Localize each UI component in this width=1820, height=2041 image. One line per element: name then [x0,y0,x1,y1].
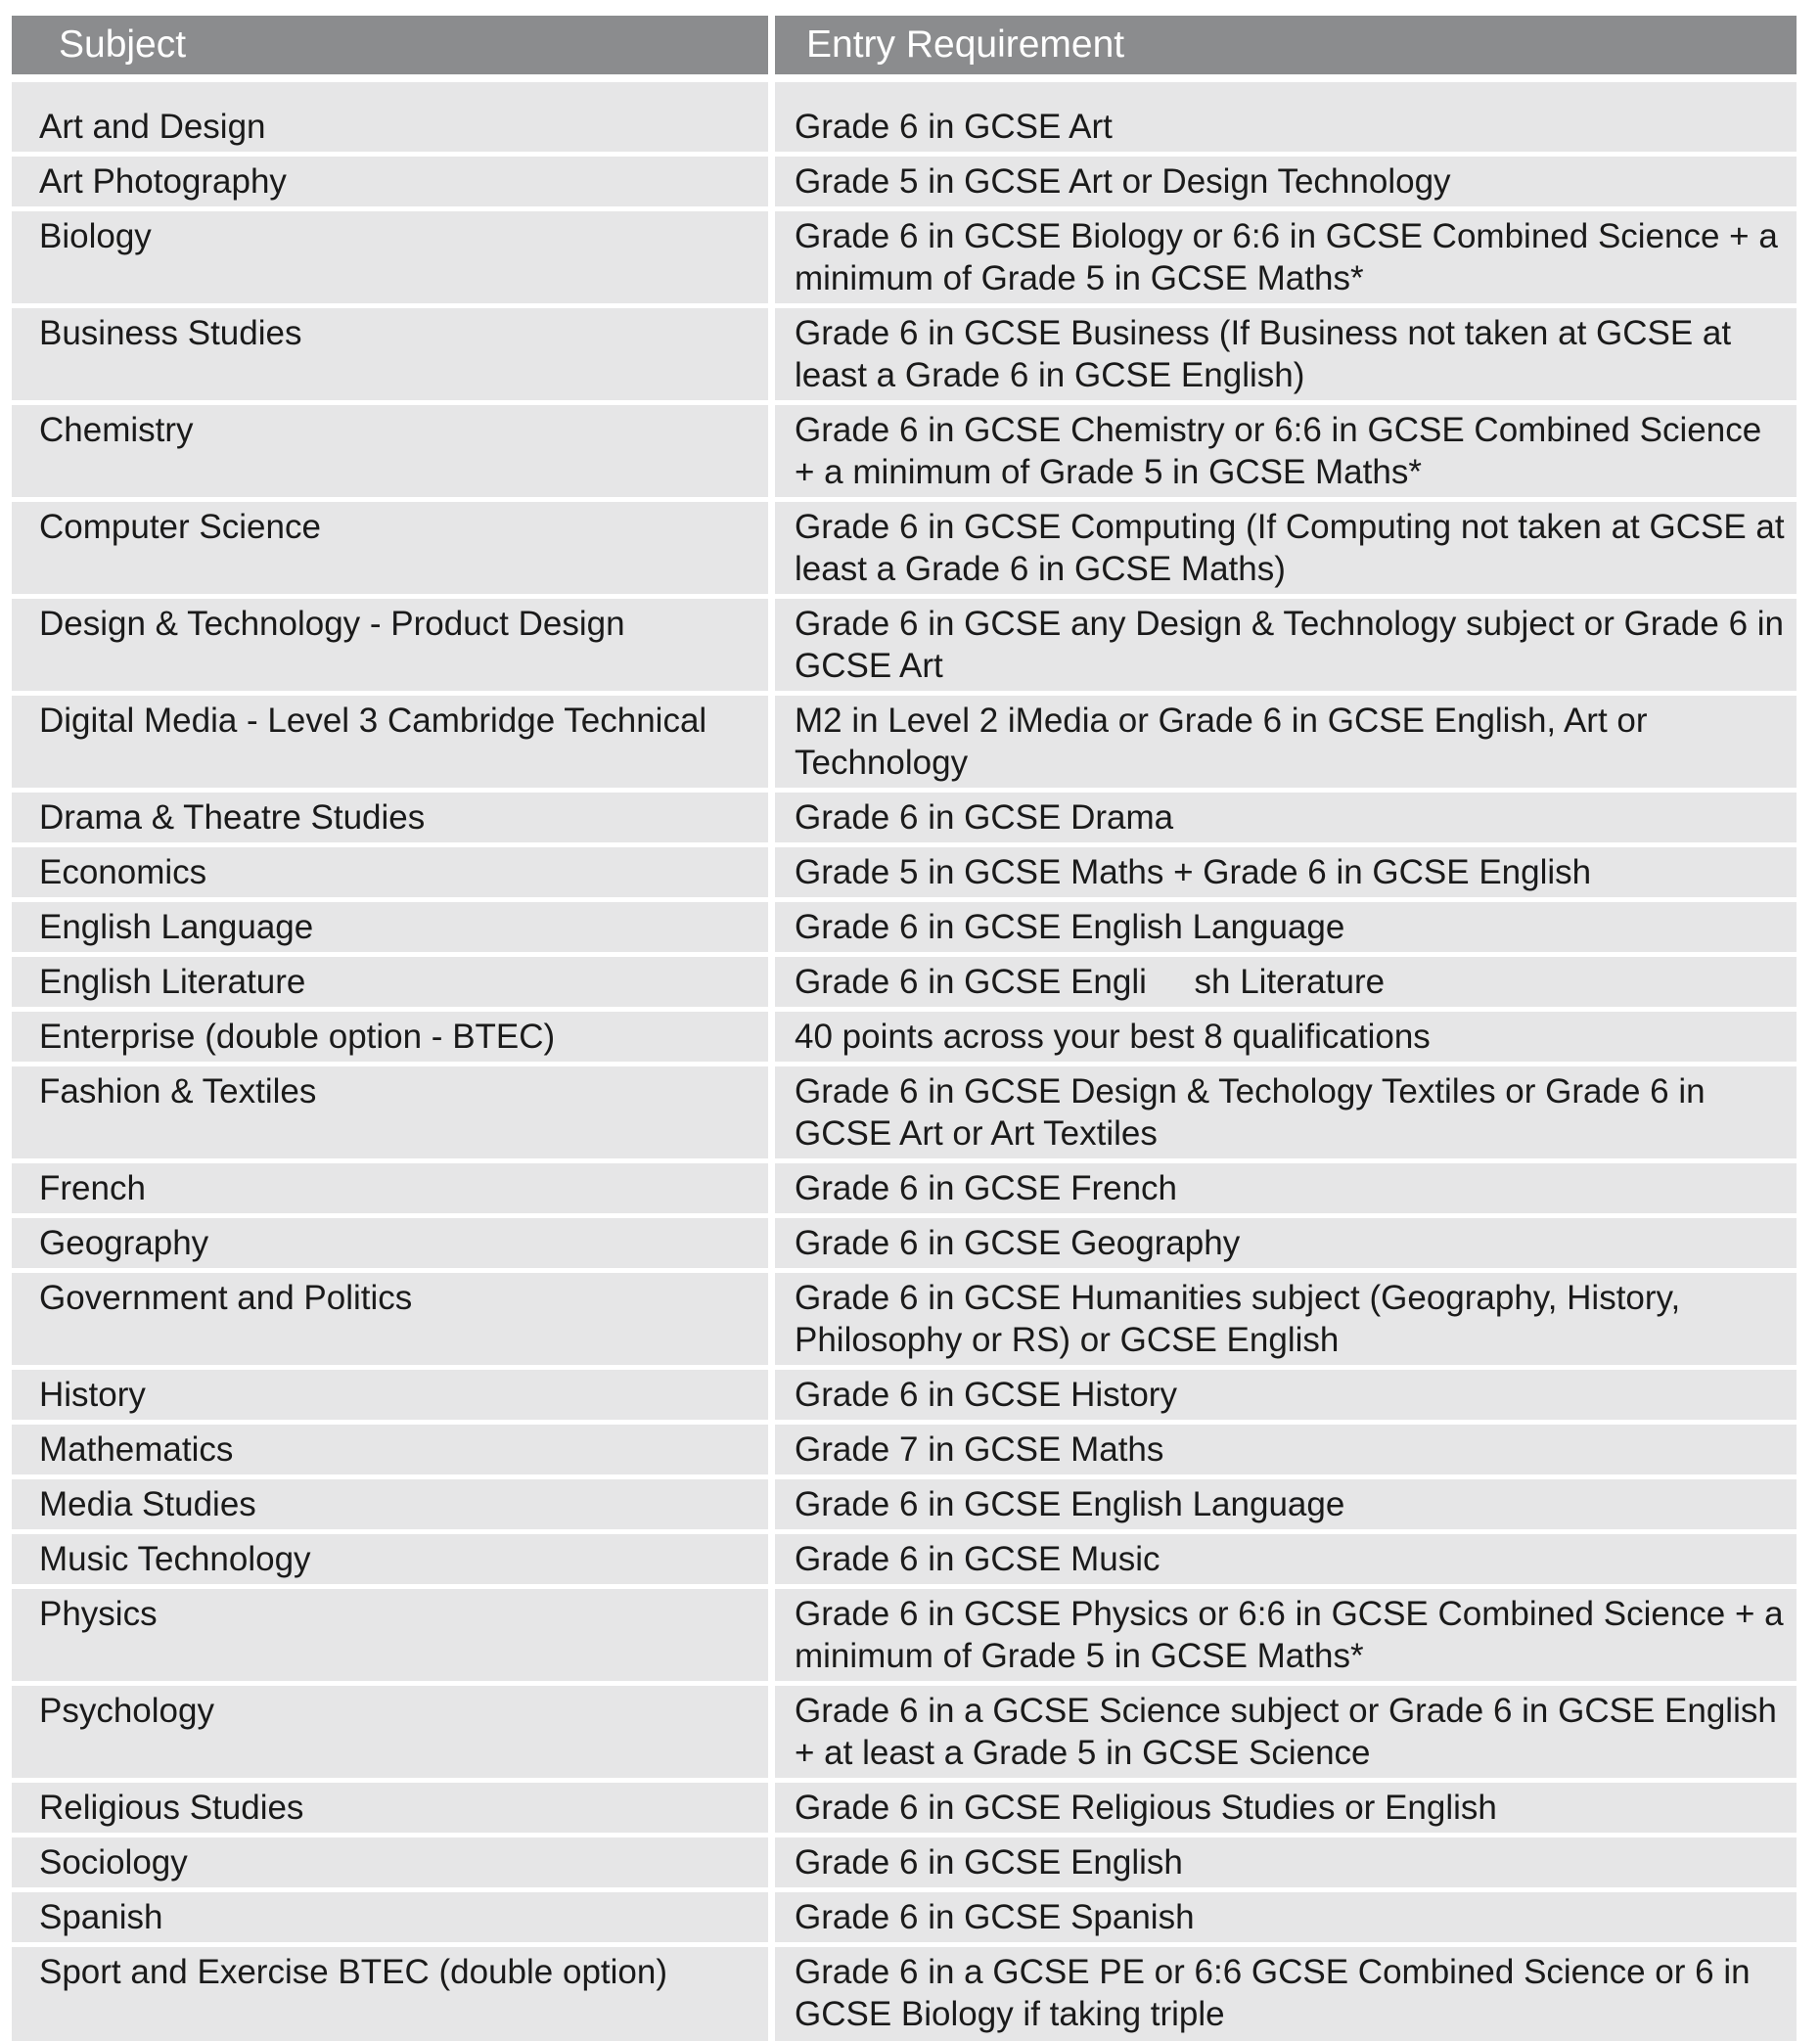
table-row [12,1534,1797,1584]
subject-cell: Chemistry [12,405,768,497]
subject-cell: Sociology [12,1837,768,1887]
subject-cell: Geography [12,1218,768,1268]
requirement-cell: M2 in Level 2 iMedia or Grade 6 in GCSE English, Art or Technology [775,696,1797,788]
subject-cell: Fashion & Textiles [12,1066,768,1158]
table-row [12,1370,1797,1420]
table-row [12,211,1797,303]
requirement-cell: Grade 6 in GCSE Engli sh Literature [775,957,1797,1007]
requirement-cell: Grade 6 in GCSE Biology or 6:6 in GCSE Combined Science + a minimum of Grade 5 in GCSE Maths* [775,211,1797,303]
requirement-cell: Grade 6 in GCSE Chemistry or 6:6 in GCSE Combined Science + a minimum of Grade 5 in GCSE Maths* [775,405,1797,497]
subject-cell: English Language [12,902,768,952]
subject-cell: English Literature [12,957,768,1007]
requirement-cell: Grade 6 in GCSE Music [775,1534,1797,1584]
table-row [12,1012,1797,1062]
requirement-cell: Grade 6 in GCSE any Design & Technology subject or Grade 6 in GCSE Art [775,599,1797,691]
table-row [12,405,1797,497]
requirement-cell: Grade 6 in GCSE History [775,1370,1797,1420]
subject-cell: Religious Studies [12,1783,768,1833]
table-row [12,1947,1797,2041]
table-row [12,502,1797,594]
subject-cell: Design & Technology - Product Design [12,599,768,691]
requirement-cell: Grade 6 in a GCSE Science subject or Grade 6 in GCSE English + at least a Grade 5 in GCSE Science [775,1686,1797,1778]
subject-cell: Biology [12,211,768,303]
subject-cell: Drama & Theatre Studies [12,793,768,842]
table-row [12,82,1797,152]
requirement-cell: Grade 6 in GCSE Computing (If Computing not taken at GCSE at least a Grade 6 in GCSE Maths) [775,502,1797,594]
subject-cell: Business Studies [12,308,768,400]
subject-cell: Physics [12,1589,768,1681]
table-row [12,1273,1797,1365]
requirement-cell: Grade 6 in GCSE English Language [775,1479,1797,1529]
subject-cell: Economics [12,847,768,897]
requirement-cell: Grade 6 in GCSE English [775,1837,1797,1887]
table-row [12,1479,1797,1529]
table-row [12,902,1797,952]
table-row [12,847,1797,897]
table-row [12,308,1797,400]
subject-cell: Mathematics [12,1425,768,1474]
subject-cell: History [12,1370,768,1420]
requirement-cell: Grade 6 in GCSE Business (If Business not taken at GCSE at least a Grade 6 in GCSE English) [775,308,1797,400]
requirement-cell: Grade 6 in GCSE Geography [775,1218,1797,1268]
table-row [12,1783,1797,1833]
table-body [12,82,1797,2041]
requirement-cell: Grade 6 in GCSE French [775,1163,1797,1213]
table-row [12,1686,1797,1778]
subject-cell: Government and Politics [12,1273,768,1365]
subject-cell: Psychology [12,1686,768,1778]
subject-cell: Music Technology [12,1534,768,1584]
table-row [12,1425,1797,1474]
entry-requirements-table [12,16,1797,2041]
table-row [12,1066,1797,1158]
requirement-cell: Grade 6 in GCSE Art [775,82,1797,152]
table-row [12,157,1797,206]
subject-cell: Enterprise (double option - BTEC) [12,1012,768,1062]
subject-cell: Media Studies [12,1479,768,1529]
table-row [12,696,1797,788]
requirement-cell: Grade 6 in GCSE Religious Studies or English [775,1783,1797,1833]
requirement-cell: Grade 5 in GCSE Maths + Grade 6 in GCSE English [775,847,1797,897]
subject-cell: Digital Media - Level 3 Cambridge Technical [12,696,768,788]
requirement-cell: Grade 6 in GCSE Design & Techology Textiles or Grade 6 in GCSE Art or Art Textiles [775,1066,1797,1158]
requirement-cell: Grade 6 in GCSE Physics or 6:6 in GCSE Combined Science + a minimum of Grade 5 in GCSE Maths* [775,1589,1797,1681]
header-spacer [12,74,1797,82]
requirement-cell: Grade 6 in GCSE Humanities subject (Geography, History, Philosophy or RS) or GCSE English [775,1273,1797,1365]
table-row [12,1163,1797,1213]
subject-cell: Spanish [12,1892,768,1942]
requirement-cell: Grade 6 in GCSE English Language [775,902,1797,952]
subject-cell: Sport and Exercise BTEC (double option) [12,1947,768,2041]
requirement-cell: Grade 6 in a GCSE PE or 6:6 GCSE Combined Science or 6 in GCSE Biology if taking triple [775,1947,1797,2041]
subject-cell: Computer Science [12,502,768,594]
table-header [12,16,1797,74]
table-row [12,599,1797,691]
header-subject: Subject [12,16,768,74]
subject-cell: Art Photography [12,157,768,206]
subject-cell: French [12,1163,768,1213]
table-row [12,1589,1797,1681]
requirement-cell: 40 points across your best 8 qualifications [775,1012,1797,1062]
requirement-cell: Grade 6 in GCSE Drama [775,793,1797,842]
subject-cell: Art and Design [12,82,768,152]
header-entry-requirement: Entry Requirement [775,16,1797,74]
table-row [12,1892,1797,1942]
requirement-cell: Grade 7 in GCSE Maths [775,1425,1797,1474]
requirement-cell: Grade 5 in GCSE Art or Design Technology [775,157,1797,206]
table-row [12,1837,1797,1887]
table-row [12,1218,1797,1268]
requirement-cell: Grade 6 in GCSE Spanish [775,1892,1797,1942]
table-row [12,793,1797,842]
table-row [12,957,1797,1007]
